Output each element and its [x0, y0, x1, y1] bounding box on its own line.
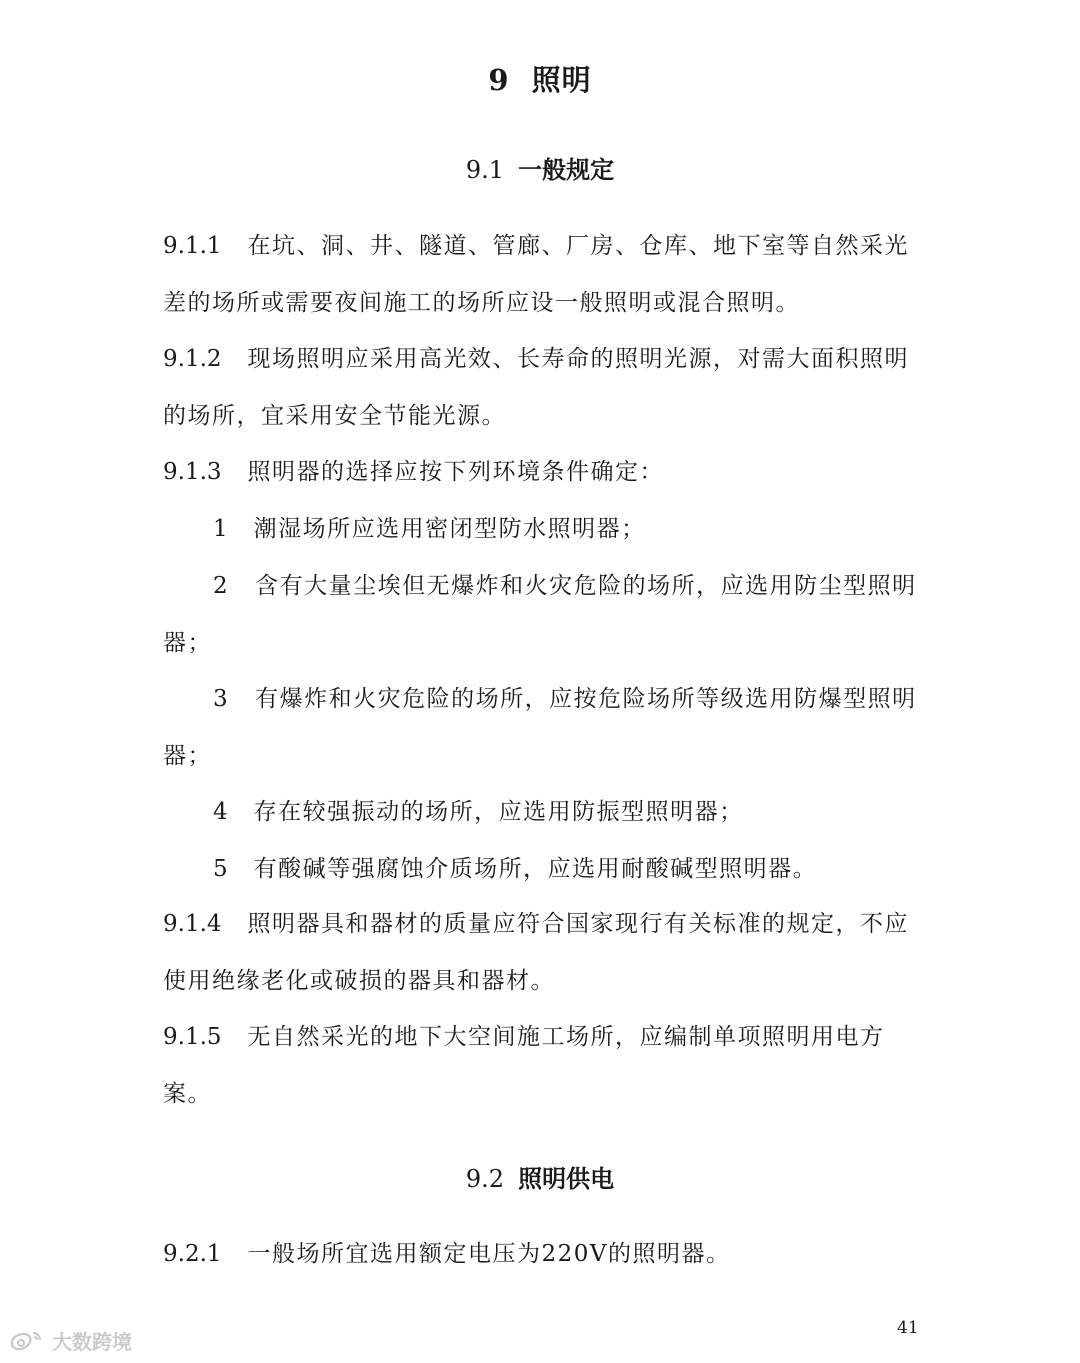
clause-number: 9.1.5	[163, 1024, 222, 1050]
chapter-title-text: 照明	[531, 63, 592, 97]
clause-text: 现场照明应采用高光效、长寿命的照明光源，对需大面积照明的场所，宜采用安全节能光源。	[163, 346, 910, 429]
clause-9-1-2	[163, 331, 923, 445]
list-item-3	[163, 671, 923, 785]
section-heading-9-1	[0, 150, 1080, 185]
clause-number: 9.1.2	[163, 346, 222, 372]
item-number: 1	[213, 516, 228, 542]
clause-number: 9.2.1	[163, 1241, 222, 1267]
watermark	[6, 1326, 132, 1355]
item-text: 潮湿场所应选用密闭型防水照明器；	[253, 516, 646, 542]
item-number: 4	[213, 799, 228, 825]
list-item-5	[163, 841, 973, 898]
clause-text: 照明器的选择应按下列环境条件确定：	[247, 459, 665, 485]
clause-number: 9.1.3	[163, 459, 222, 485]
page-number: 41	[897, 1318, 919, 1338]
item-number: 3	[213, 686, 230, 712]
item-text: 存在较强振动的场所，应选用防振型照明器；	[253, 799, 744, 825]
item-number: 5	[213, 856, 228, 882]
item-text: 含有大量尘埃但无爆炸和火灾危险的场所，应选用防尘型照明器；	[163, 573, 917, 656]
list-item-4	[163, 784, 973, 841]
list-item-1	[163, 501, 973, 558]
clause-9-2-1	[163, 1226, 923, 1283]
item-number: 2	[213, 573, 230, 599]
weibo-logo-icon	[6, 1329, 46, 1353]
section-heading-9-2	[0, 1159, 1080, 1194]
clause-text: 无自然采光的地下大空间施工场所，应编制单项照明用电方案。	[163, 1024, 885, 1107]
chapter-title	[0, 58, 1080, 99]
clause-text: 在坑、洞、井、隧道、管廊、厂房、仓库、地下室等自然采光差的场所或需要夜间施工的场所应设一般照明或混合照明。	[163, 233, 910, 316]
clause-9-1-4	[163, 896, 923, 1010]
section-title: 一般规定	[518, 155, 615, 184]
chapter-number: 9	[488, 63, 510, 97]
clause-9-1-1	[163, 218, 923, 332]
clause-number: 9.1.1	[163, 233, 222, 259]
clause-9-1-5	[163, 1009, 923, 1123]
clause-number: 9.1.4	[163, 911, 222, 937]
section-number: 9.2	[465, 1165, 505, 1193]
watermark-text: 大数跨境	[52, 1330, 132, 1354]
section-number: 9.1	[465, 156, 505, 184]
list-item-2	[163, 558, 923, 672]
clause-9-1-3	[163, 444, 923, 501]
section-title: 照明供电	[518, 1164, 615, 1193]
item-text: 有酸碱等强腐蚀介质场所，应选用耐酸碱型照明器。	[253, 856, 818, 882]
clause-text: 一般场所宜选用额定电压为220V的照明器。	[247, 1241, 731, 1267]
item-text: 有爆炸和火灾危险的场所，应按危险场所等级选用防爆型照明器；	[163, 686, 917, 769]
clause-text: 照明器具和器材的质量应符合国家现行有关标准的规定，不应使用绝缘老化或破损的器具和器材。	[163, 911, 910, 994]
